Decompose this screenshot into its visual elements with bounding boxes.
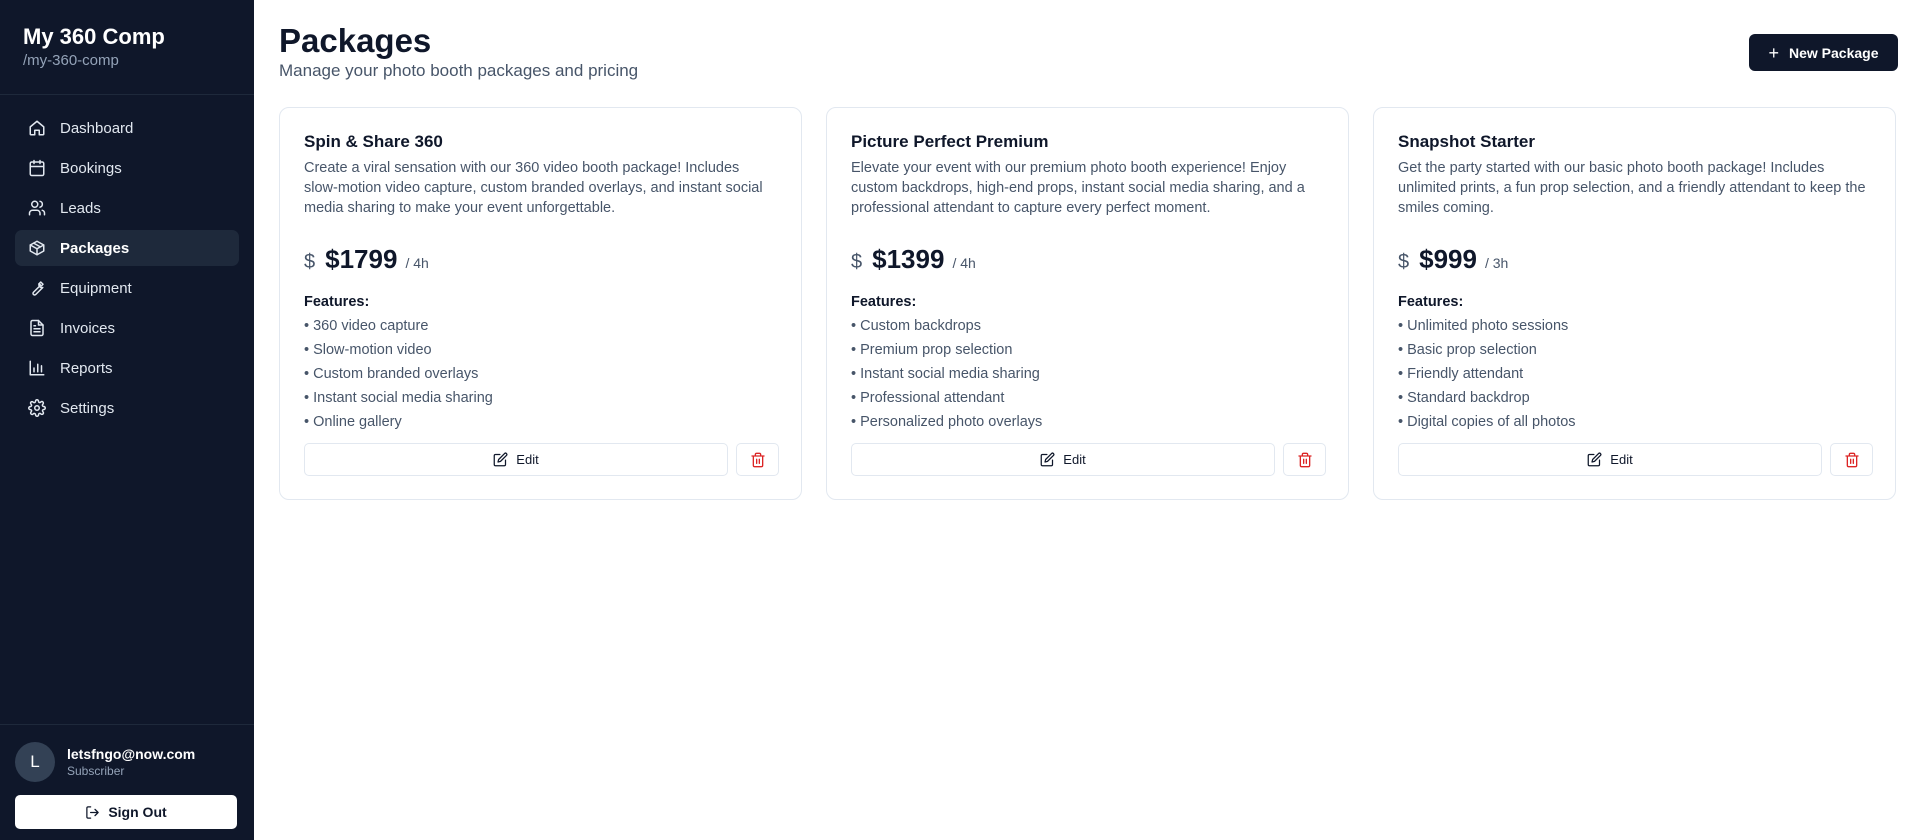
edit-label: Edit xyxy=(1610,452,1633,467)
edit-button[interactable] xyxy=(851,443,1275,476)
package-price: $1799 xyxy=(325,244,398,274)
package-description: Get the party started with our basic photo booth package! Includes unlimited prints, a fun prop selection, and a friendly attendant to keep the smiles coming. xyxy=(1398,160,1866,216)
feature-item: • Personalized photo overlays xyxy=(851,414,1043,430)
feature-item: • Instant social media sharing xyxy=(304,390,493,406)
feature-item: • Friendly attendant xyxy=(1398,366,1524,382)
main-content xyxy=(254,0,1905,840)
sidebar-item-label: Settings xyxy=(60,399,115,417)
feature-list xyxy=(304,314,777,434)
package-card xyxy=(1373,107,1896,500)
user-panel xyxy=(0,724,254,840)
package-duration: / 3h xyxy=(1484,255,1509,271)
price-row xyxy=(304,244,777,275)
file-text-icon xyxy=(28,319,46,337)
sidebar xyxy=(0,0,254,840)
sidebar-item-equipment[interactable] xyxy=(15,270,239,306)
users-icon xyxy=(28,199,46,217)
sidebar-item-label: Dashboard xyxy=(60,119,134,137)
edit-icon xyxy=(493,452,508,467)
edit-label: Edit xyxy=(1063,452,1086,467)
sidebar-item-label: Invoices xyxy=(60,319,116,337)
sidebar-item-settings[interactable] xyxy=(15,390,239,426)
page-subtitle: Manage your photo booth packages and pricing xyxy=(279,61,639,80)
feature-list xyxy=(1398,314,1871,434)
feature-item: • Online gallery xyxy=(304,414,402,430)
brand-header xyxy=(0,0,254,95)
app-title: My 360 Comp xyxy=(23,24,165,49)
wrench-icon xyxy=(28,279,46,297)
card-actions xyxy=(851,443,1326,476)
package-duration: / 4h xyxy=(405,255,429,271)
feature-item: • Standard backdrop xyxy=(1398,390,1530,406)
feature-item: • Unlimited photo sessions xyxy=(1398,318,1569,334)
price-row xyxy=(1398,244,1871,275)
package-name: Snapshot Starter xyxy=(1398,132,1535,151)
sign-out-label: Sign Out xyxy=(108,804,167,820)
feature-item: • Custom branded overlays xyxy=(304,366,479,382)
sidebar-item-packages[interactable] xyxy=(15,230,239,266)
plus-icon: + xyxy=(1768,42,1779,63)
edit-icon xyxy=(1587,452,1602,467)
package-name: Spin & Share 360 xyxy=(304,132,443,151)
sidebar-nav xyxy=(0,95,254,426)
user-email: letsfngo@now.com xyxy=(67,746,196,762)
package-card xyxy=(279,107,802,500)
edit-button[interactable] xyxy=(304,443,728,476)
trash-icon xyxy=(1844,452,1860,468)
dollar-icon: $ xyxy=(304,251,316,273)
dollar-icon: $ xyxy=(1398,251,1410,273)
package-price: $1399 xyxy=(872,244,945,274)
sidebar-item-dashboard[interactable] xyxy=(15,110,239,146)
user-info-row xyxy=(15,742,195,782)
delete-button[interactable] xyxy=(736,443,779,476)
avatar: L xyxy=(15,742,55,782)
features-label: Features: xyxy=(1398,294,1464,310)
user-info xyxy=(67,746,195,778)
edit-button[interactable] xyxy=(1398,443,1822,476)
sidebar-item-label: Packages xyxy=(60,239,130,257)
sidebar-item-invoices[interactable] xyxy=(15,310,239,346)
sidebar-item-bookings[interactable] xyxy=(15,150,239,186)
sidebar-item-reports[interactable] xyxy=(15,350,239,386)
feature-item: • Digital copies of all photos xyxy=(1398,414,1576,430)
package-card xyxy=(826,107,1349,500)
package-price: $999 xyxy=(1419,244,1477,274)
trash-icon xyxy=(1297,452,1313,468)
gear-icon xyxy=(28,399,46,417)
edit-icon xyxy=(1040,452,1055,467)
feature-item: • Instant social media sharing xyxy=(851,366,1040,382)
app-slug: /my-360-comp xyxy=(23,52,119,69)
feature-item: • Basic prop selection xyxy=(1398,342,1537,358)
feature-item: • Professional attendant xyxy=(851,390,1005,406)
delete-button[interactable] xyxy=(1283,443,1326,476)
card-actions xyxy=(1398,443,1873,476)
package-duration: / 4h xyxy=(952,255,976,271)
log-out-icon xyxy=(85,805,100,820)
dollar-icon: $ xyxy=(851,251,863,273)
page-title: Packages xyxy=(279,22,432,59)
feature-item: • Custom backdrops xyxy=(851,318,981,334)
features-label: Features: xyxy=(304,294,370,310)
new-package-label: New Package xyxy=(1789,44,1879,61)
feature-list xyxy=(851,314,1324,434)
package-name: Picture Perfect Premium xyxy=(851,132,1049,151)
trash-icon xyxy=(750,452,766,468)
package-description: Elevate your event with our premium photo booth experience! Enjoy custom backdrops, high-end props, instant social media sharing, and a professional attendant to capture every perfect moment. xyxy=(851,160,1305,216)
sidebar-item-label: Bookings xyxy=(60,159,122,177)
package-description: Create a viral sensation with our 360 video booth package! Includes slow-motion video capture, custom branded overlays, and instant social media sharing to make your event unforgettable. xyxy=(304,160,763,216)
package-icon xyxy=(28,239,46,257)
sidebar-item-leads[interactable] xyxy=(15,190,239,226)
card-actions xyxy=(304,443,779,476)
sign-out-button[interactable] xyxy=(15,795,237,829)
delete-button[interactable] xyxy=(1830,443,1873,476)
bar-chart-icon xyxy=(28,359,46,377)
sidebar-item-label: Leads xyxy=(60,199,101,217)
price-row xyxy=(851,244,1324,275)
edit-label: Edit xyxy=(516,452,539,467)
feature-item: • Slow-motion video xyxy=(304,342,432,358)
features-label: Features: xyxy=(851,294,917,310)
package-cards xyxy=(279,107,1896,500)
sidebar-item-label: Equipment xyxy=(60,279,132,297)
feature-item: • 360 video capture xyxy=(304,318,429,334)
feature-item: • Premium prop selection xyxy=(851,342,1013,358)
new-package-button[interactable] xyxy=(1749,34,1898,71)
home-icon xyxy=(28,119,46,137)
sidebar-item-label: Reports xyxy=(60,359,113,377)
user-role: Subscriber xyxy=(67,764,125,778)
calendar-icon xyxy=(28,159,46,177)
